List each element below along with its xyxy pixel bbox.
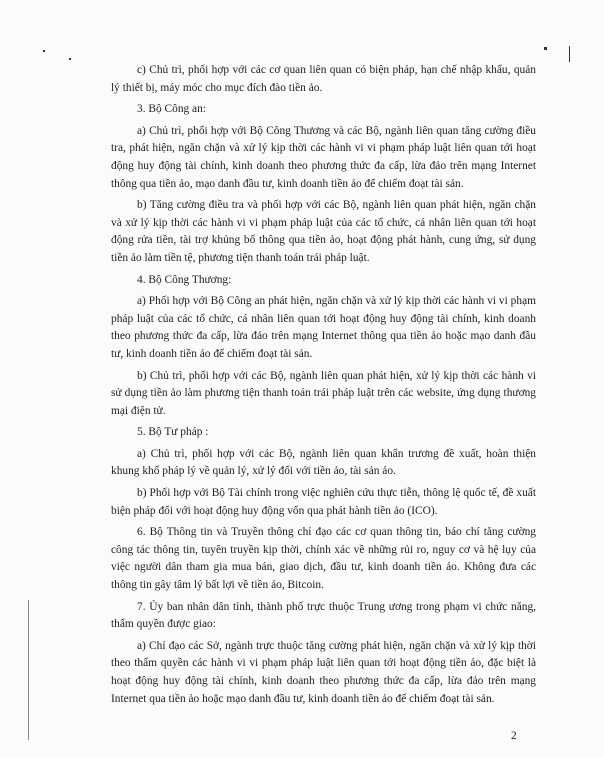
paragraph-4b: b) Chủ trì, phối hợp với các Bộ, ngành liên quan phát hiện, xử lý kịp thời các hành vi sử dụng tiền ảo làm phương tiện thanh toán trái pháp luật trên các website, ứng dụng thương mại điện tử. bbox=[111, 369, 536, 417]
heading-bo-cong-an: 3. Bộ Công an: bbox=[137, 103, 206, 116]
paragraph-6: 6. Bộ Thông tin và Truyền thông chỉ đạo các cơ quan thông tin, báo chí tăng cường công tác thông tin, tuyên truyền kịp thời, chính xác về những rủi ro, nguy cơ và hệ lụy của việc người dân tham gia mua bán, giao dịch, đầu tư, kinh doanh tiền ảo. Không đưa các thông tin gây tâm lý bất lợi về tiền ảo, Bitcoin. bbox=[111, 526, 536, 592]
scan-mark-top-left bbox=[43, 50, 45, 52]
scan-line-left-edge bbox=[28, 600, 29, 740]
scan-mark-top-left-2 bbox=[69, 58, 71, 60]
scan-line-right-edge bbox=[569, 46, 570, 62]
paragraph-5b: b) Phối hợp với Bộ Tài chính trong việc nghiên cứu thực tiễn, thông lệ quốc tế, đề xuất biện pháp đối với hoạt động huy động vốn qua phát hành tiền ảo (ICO). bbox=[111, 487, 536, 517]
paragraph-1c: c) Chủ trì, phối hợp với các cơ quan liên quan có biện pháp, hạn chế nhập khẩu, quản lý thiết bị, máy móc cho mục đích đào tiền ảo. bbox=[111, 64, 536, 94]
paragraph-4a: a) Phối hợp với Bộ Công an phát hiện, ngăn chặn và xử lý kịp thời các hành vi vi phạm pháp luật của các tổ chức, cá nhân liên quan tới hoạt động huy động tài chính, kinh doanh theo phương thức đa cấp, lừa đảo trên mạng Internet thông qua tiền ảo hoặc mạo danh đầu tư, kinh doanh tiền ảo để chiếm đoạt tài sản. bbox=[111, 295, 536, 360]
paragraph-7: 7. Ủy ban nhân dân tỉnh, thành phố trực thuộc Trung ương trong phạm vi chức năng, thẩm quyền được giao: bbox=[111, 600, 536, 631]
paragraph-7a: a) Chỉ đạo các Sở, ngành trực thuộc tăng cường phát hiện, ngăn chặn và xử lý kịp thời theo thẩm quyền các hành vi vi phạm pháp luật liên quan tới hoạt động tiền ảo, đặc biệt là hoạt động huy động tài chính, kinh doanh theo phương thức đa cấp, lừa đảo trên mạng Internet qua tiền ảo hoặc mạo danh đầu tư, kinh doanh tiền ảo để chiếm đoạt tài sản. bbox=[111, 639, 536, 705]
scan-mark-top-right bbox=[544, 47, 547, 50]
paragraph-3b: b) Tăng cường điều tra và phối hợp với các Bộ, ngành liên quan phát hiện, ngăn chặn và xử lý kịp thời các hành vi vi phạm pháp luật của các tổ chức, cá nhân liên quan tới hoạt động rửa tiền, tài trợ khủng bố thông qua tiền ảo, hoạt động phát hành, cung ứng, sử dụng tiền ảo làm tiền tệ, phương tiện thanh toán trái pháp luật. bbox=[111, 199, 536, 264]
paragraph-3a: a) Chủ trì, phối hợp với Bộ Công Thương và các Bộ, ngành liên quan tăng cường điều tra, phát hiện, ngăn chặn và xử lý kịp thời các hành vi vi phạm pháp luật liên quan tới hoạt động huy động tài chính, kinh doanh theo phương thức đa cấp, lừa đảo trên mạng Internet thông qua tiền ảo, mạo danh đầu tư, kinh doanh tiền ảo để chiếm đoạt tài sản. bbox=[111, 124, 536, 190]
paragraph-5a: a) Chủ trì, phối hợp với các Bộ, ngành liên quan khẩn trương đề xuất, hoàn thiện khung khổ pháp lý về quản lý, xử lý đối với tiền ảo, tài sản ảo. bbox=[111, 447, 536, 478]
heading-bo-cong-thuong: 4. Bộ Công Thương: bbox=[137, 273, 232, 286]
document-body bbox=[111, 62, 536, 712]
heading-bo-tu-phap: 5. Bộ Tư pháp : bbox=[137, 426, 209, 439]
page-number: 2 bbox=[511, 730, 517, 742]
